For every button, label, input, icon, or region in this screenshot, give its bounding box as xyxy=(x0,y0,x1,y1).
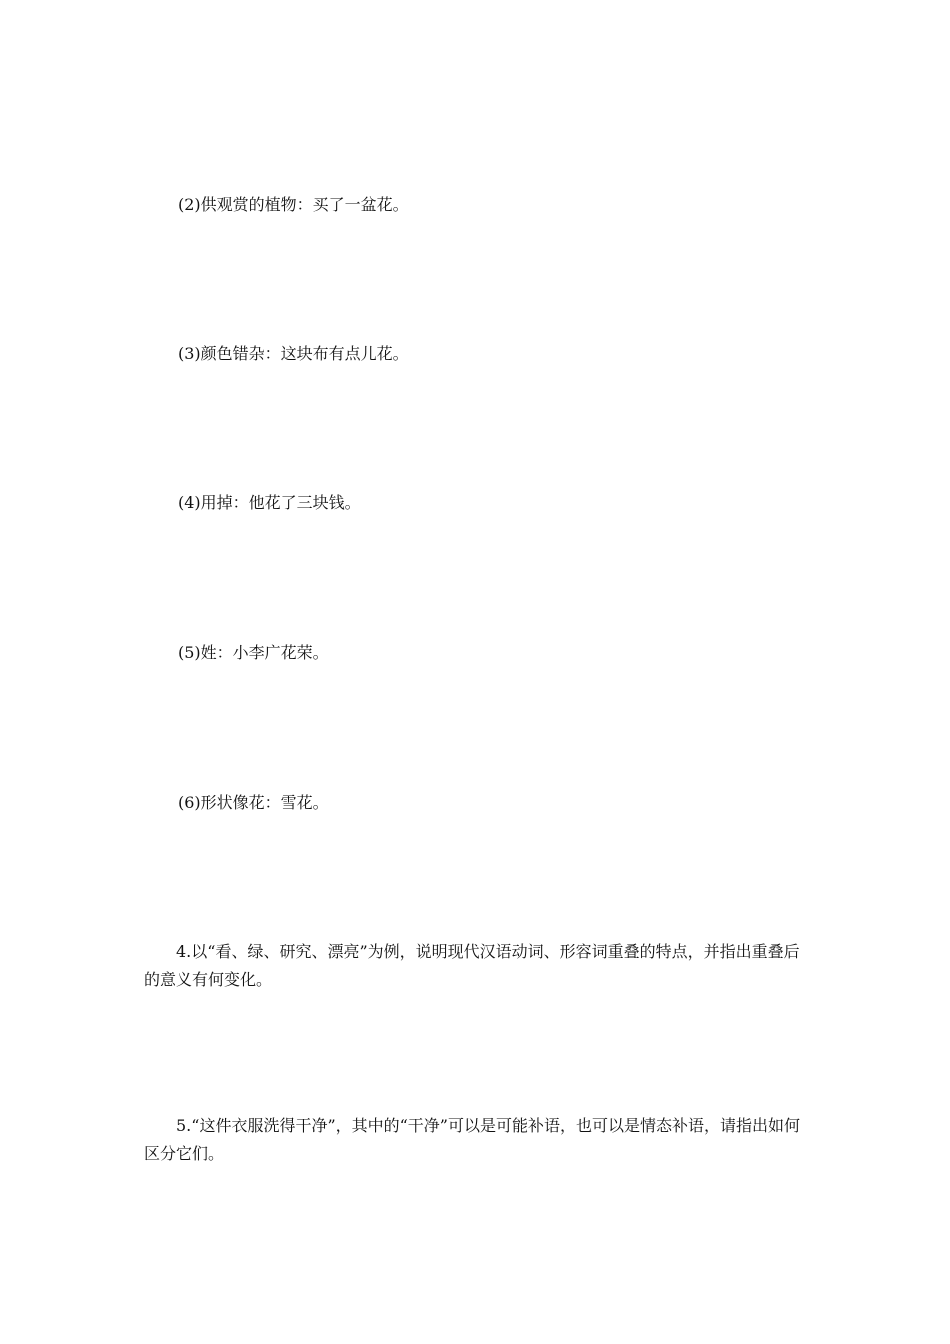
definition-item-6: (6)形状像花：雪花。 xyxy=(178,793,329,812)
definition-item-4: (4)用掉：他花了三块钱。 xyxy=(178,493,361,512)
definition-item-3: (3)颜色错杂：这块布有点儿花。 xyxy=(178,344,409,363)
question-5: 5.“这件衣服洗得干净”，其中的“干净”可以是可能补语，也可以是情态补语，请指出如何区分它们。 xyxy=(144,1116,800,1163)
definition-item-5: (5)姓：小李广花荣。 xyxy=(178,643,329,662)
question-4: 4.以“看、绿、研究、漂亮”为例，说明现代汉语动词、形容词重叠的特点，并指出重叠后的意义有何变化。 xyxy=(144,942,800,989)
definition-item-2: (2)供观赏的植物：买了一盆花。 xyxy=(178,195,409,214)
